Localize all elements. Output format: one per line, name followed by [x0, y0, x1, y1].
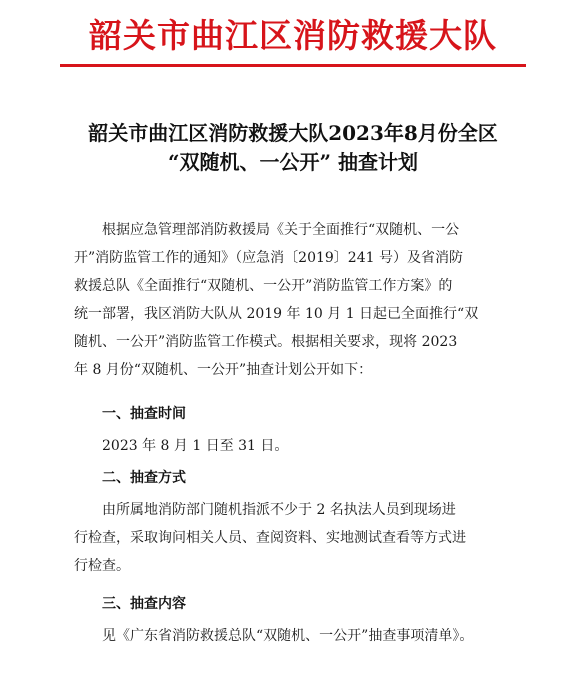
intro-line: 统一部署，我区消防大队从 2019 年 10 月 1 日起已全面推行“双	[74, 306, 479, 322]
section-heading-content: 三、抽查内容	[102, 596, 186, 612]
section-heading-method: 二、抽查方式	[102, 470, 186, 486]
method-line: 行检查。	[74, 558, 130, 574]
document-title-line: 韶关市曲江区消防救援大队2023年8月份全区	[88, 121, 498, 145]
section-paragraph-method	[74, 496, 514, 580]
document-title-line: “双随机、一公开” 抽查计划	[168, 150, 418, 174]
intro-line: 随机、一公开”消防监管工作模式。根据相关要求，现将 2023	[74, 334, 458, 350]
masthead-red-rule	[60, 64, 526, 67]
method-line: 由所属地消防部门随机指派不少于 2 名执法人员到现场进	[102, 502, 456, 518]
section-text-time: 2023 年 8 月 1 日至 31 日。	[102, 438, 289, 454]
intro-line: 年 8 月份“双随机、一公开”抽查计划公开如下：	[74, 362, 373, 378]
method-line: 行检查，采取询问相关人员、查阅资料、实地测试查看等方式进	[74, 530, 466, 546]
intro-line: 开”消防监管工作的通知》（应急消〔2019〕241 号）及省消防	[74, 250, 463, 266]
document-title	[40, 119, 546, 177]
intro-paragraph	[74, 216, 514, 384]
intro-line: 根据应急管理部消防救援局《关于全面推行“双随机、一公	[102, 222, 460, 238]
intro-line: 救援总队《全面推行“双随机、一公开”消防监管工作方案》的	[74, 278, 453, 294]
section-heading-time: 一、抽查时间	[102, 406, 186, 422]
section-text-content: 见《广东省消防救援总队“双随机、一公开”抽查事项清单》。	[102, 628, 474, 644]
masthead-title: 韶关市曲江区消防救援大队	[89, 16, 497, 55]
